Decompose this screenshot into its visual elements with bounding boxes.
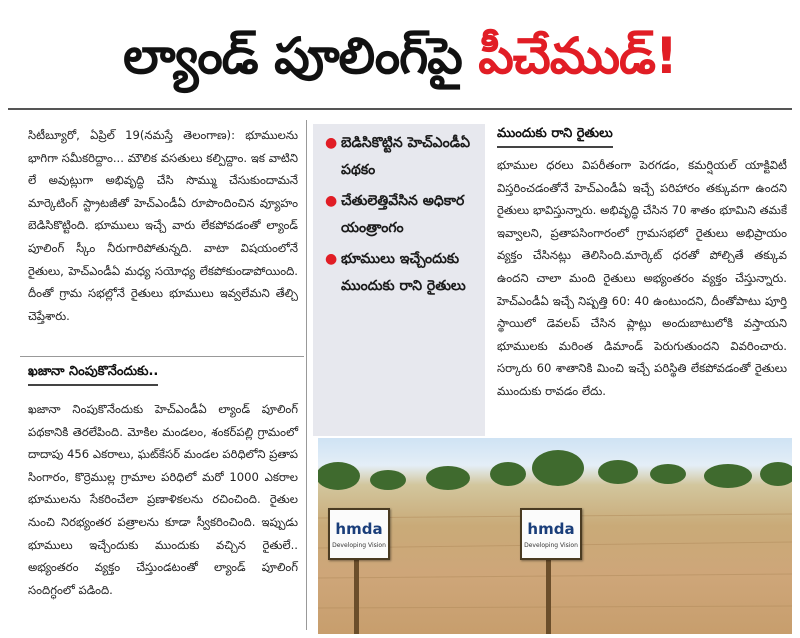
bullet-icon: ● — [325, 135, 338, 151]
highlight-text: బెడిసికొట్టిన హెచ్ఎండీఏ పథకం — [341, 135, 471, 178]
bullet-icon: ● — [325, 251, 338, 267]
highlight-text: చేతులెత్తివేసిన అధికార యంత్రాంగం — [341, 193, 465, 236]
hmda-logo: hmda — [527, 520, 575, 538]
column-divider — [306, 120, 307, 630]
left-divider — [20, 356, 304, 357]
highlight-item — [323, 188, 485, 242]
left-column-body — [28, 398, 298, 601]
highlights-list — [313, 124, 485, 300]
left-paragraph-2: ఖజానా నింపుకొనేందుకు హెచ్ఎండీఏ ల్యాండ్ పూలింగ్ పథకానికి తెరలేపింది. మోకిల మండలం, శంకర్‌పల్లి గ్రామంలో దాదాపు 456 ఎకరాలు, ఘట్‌కేసర్ మండల పరిధిలోని ప్రతాప సింగారం, కొర్రెముల్ల గ్రామాల పరిధిలో మరో 1000 ఎకరాల భూములను సేకరించేలా ప్రణాళికలను రచించింది. రైతుల నుంచి నిరభ్యంతర పత్రాలను కూడా స్వీకరించింది. ఇప్పుడు భూములు ఇచ్చేందుకు ముందుకు వచ్చిన రైతులే.. అభ్యంతరం వ్యక్తం చేస్తుండటంతో ల్యాండ్ పూలింగ్ సందిగ్ధంలో పడింది. — [28, 402, 298, 597]
right-paragraph: భూముల ధరలు విపరీతంగా పెరగడం, కమర్షియల్ యాక్టివిటీ విస్తరించడంతోనే హెచ్ఎండీఏ ఇచ్చే పరిహారం తక్కువగా ఉందని రైతులు భావిస్తున్నారు. అభివృద్ధి చేసిన 70 శాతం భూమిని తమకే ఇవ్వాలని, ప్రతాపసింగారంలో గ్రామసభలో రైతులు అభిప్రాయం వ్యక్తం చేసినట్లు తెలిసింది.మార్కెట్ ధరతో పోల్చితే తక్కువ ఉందని చాలా మంది రైతులు అభ్యంతరం వ్యక్తం చేస్తున్నారు. హెచ్ఎండీఏ ఇచ్చే నిష్పత్తి 60: 40 ఉంటుందని, దీంతోపాటు పూర్తి స్థాయిలో డెవలప్ చేసిన ప్లాట్లు అందుబాటులోకి వస్తాయని భూములకు మరింత డిమాండ్ పెరుగుతుందని వివరించారు. సర్కారు 60 శాతానికి మించి ఇచ్చే పరిస్థితి లేకపోవడంతో రైతులు ముందుకు రావడం లేదు. — [497, 158, 787, 398]
hmda-sign-subtext: Developing Vision — [524, 542, 578, 549]
highlights-box — [313, 124, 485, 436]
bullet-icon: ● — [325, 193, 338, 209]
right-subhead: ముందుకు రాని రైతులు — [497, 126, 613, 148]
hmda-sign — [520, 508, 582, 560]
highlight-item — [323, 130, 485, 184]
left-subhead: ఖజానా నింపుకొనేందుకు.. — [28, 364, 158, 386]
left-paragraph-1: సిటీబ్యూరో, ఏప్రిల్ 19(నమస్తే తెలంగాణ): భూములను భాగిగా సమీకరిద్దాం... మౌలిక వసతులు కల్పిద్దాం. ఇక వాటిని లే అవుట్లుగా అభివృద్ధి చేసి సొమ్ము చేసుకుందామనే మార్కెటింగ్ స్ట్రాటజీతో హెచ్ఎండీఏ రూపొందించిన వ్యూహం బెడిసికొట్టింది. భూములు ఇచ్చే వారు లేకపోవడంతో ల్యాండ్ పూలింగ్ స్కీం నీరుగారిపోతున్నది. వాటా విషయంలోనే రైతులు, హెచ్ఎండీఏ మధ్య సయోధ్య లేకపోకుండాపోయింది. దీంతో గ్రామ సభల్లోనే రైతులు భూములు ఇవ్వలేమని తేల్చి చెప్తేశారు. — [28, 128, 298, 323]
highlight-item — [323, 246, 485, 300]
headline-rule — [8, 108, 792, 110]
left-column-intro — [28, 124, 298, 327]
hmda-sign — [328, 508, 390, 560]
sign-post — [546, 554, 551, 634]
headline-part-black: ల్యాండ్ పూలింగ్‌పై — [123, 27, 479, 85]
headline-part-red: పీచేముడ్! — [478, 27, 677, 85]
right-column-body — [497, 154, 787, 403]
headline — [0, 4, 800, 108]
sign-post — [354, 554, 359, 634]
highlight-text: భూములు ఇచ్చేందుకు ముందుకు రాని రైతులు — [341, 251, 466, 294]
land-photo — [318, 438, 792, 634]
hmda-sign-subtext: Developing Vision — [332, 542, 386, 549]
hmda-logo: hmda — [335, 520, 383, 538]
